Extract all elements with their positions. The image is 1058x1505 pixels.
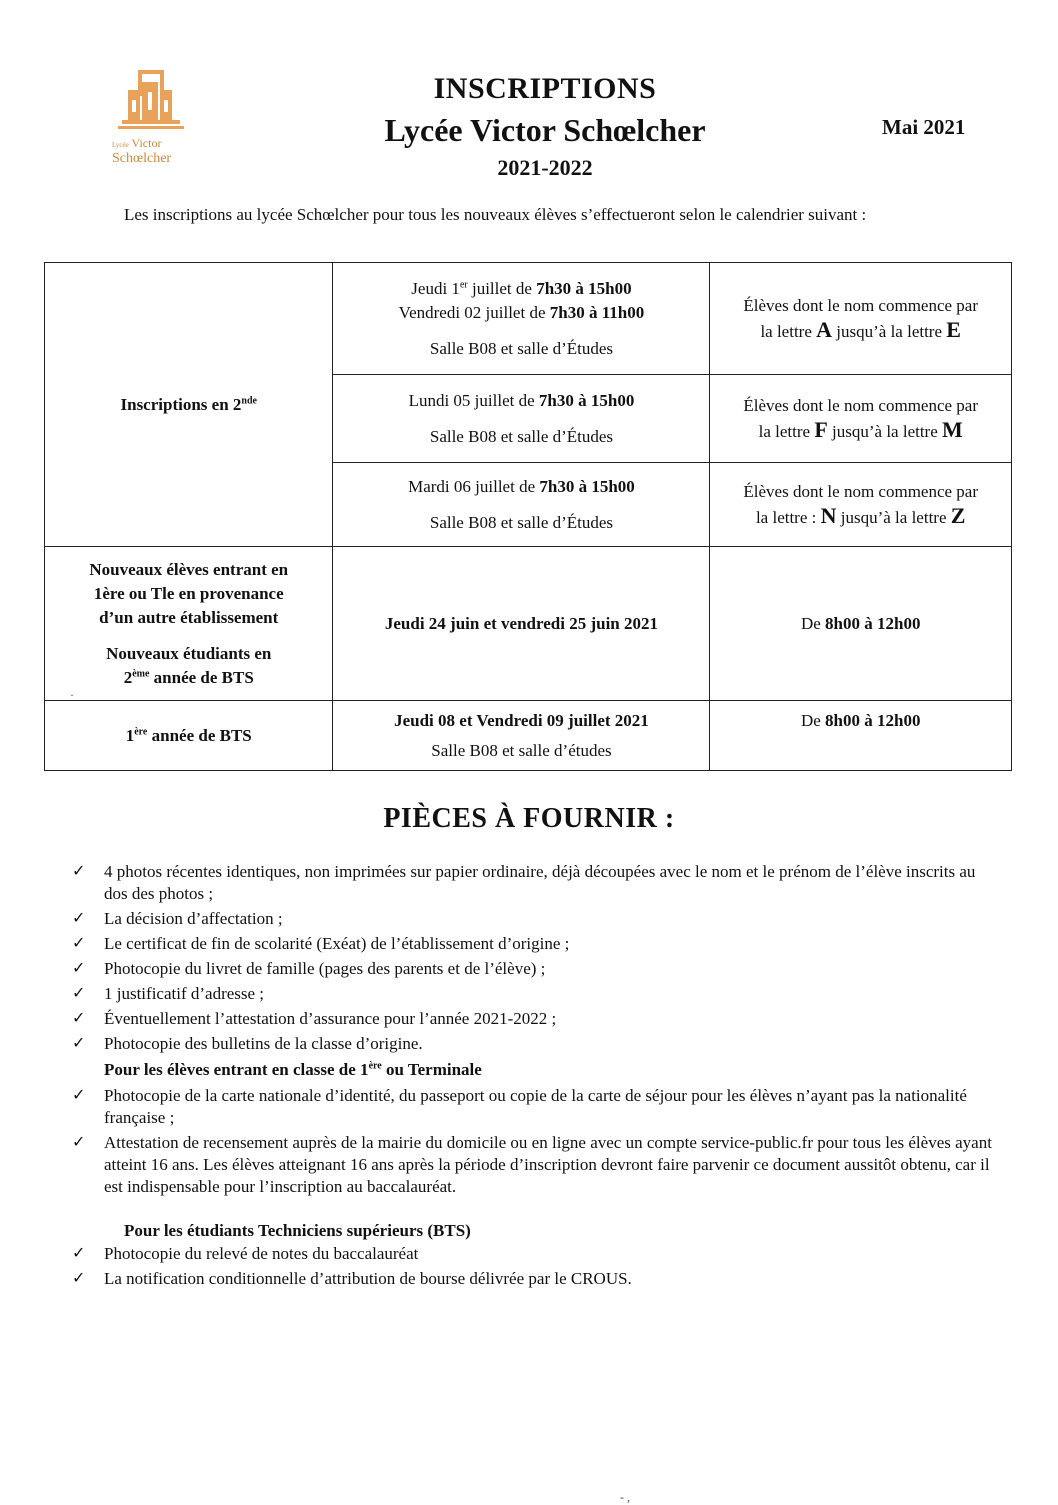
check-icon: ✓ — [72, 863, 86, 880]
table-row — [45, 263, 1012, 375]
check-icon: ✓ — [72, 1010, 86, 1027]
who-text: Élèves dont le nom commence par — [743, 295, 979, 315]
time-pre: De — [800, 711, 826, 730]
who-text: la lettre : — [755, 507, 821, 527]
school-name: Lycée Victor Schœlcher — [384, 112, 706, 148]
slot-b-who — [710, 375, 1012, 463]
school-logo — [108, 66, 203, 178]
scan-mark: - , — [620, 1490, 630, 1504]
item-text: Photocopie des bulletins de la classe d’origine. — [104, 1034, 423, 1053]
list-item — [72, 1268, 1002, 1290]
item-text: Photocopie du livret de famille (pages des parents et de l’élève) ; — [104, 959, 546, 978]
logo-word-victor: Victor — [131, 136, 162, 150]
slot-c-who — [710, 463, 1012, 547]
room-text: Salle B08 et salle d’Études — [429, 338, 614, 358]
time-text: 7h30 à 15h00 — [536, 278, 632, 298]
item-text: Photocopie de la carte nationale d’identité, du passeport ou copie de la carte de séjour pour les élèves n’ayant pas la nationalité française ; — [104, 1086, 967, 1127]
list-item — [72, 1033, 1002, 1055]
check-icon: ✓ — [72, 1087, 86, 1104]
slot-bts1-time — [710, 701, 1012, 771]
label-text: année de BTS — [147, 725, 252, 745]
scan-mark: · — [70, 688, 74, 702]
list-item — [72, 1008, 1002, 1030]
date-text: Jeudi 1 — [411, 278, 460, 298]
list-item — [72, 1085, 1002, 1129]
check-icon: ✓ — [72, 1035, 86, 1052]
who-text: jusqu’à la lettre — [832, 321, 947, 341]
label-sup: ème — [132, 667, 150, 679]
logo-word-schoelcher: Schœlcher — [112, 151, 172, 166]
who-text: Élèves dont le nom commence par — [743, 395, 979, 415]
row-label-nouveaux — [45, 547, 333, 701]
logo-word-lycee: Lycée — [112, 141, 129, 149]
list-item — [72, 1132, 1002, 1198]
item-text: Le certificat de fin de scolarité (Exéat) de l’établissement d’origine ; — [104, 934, 570, 953]
item-text: Éventuellement l’attestation d’assurance pour l’année 2021-2022 ; — [104, 1009, 557, 1028]
date-sup: er — [459, 278, 468, 290]
item-text: La décision d’affectation ; — [104, 909, 283, 928]
time-pre: De — [800, 613, 826, 633]
item-text: Attestation de recensement auprès de la mairie du domicile ou en ligne avec un compte service-public.fr pour tous les élèves ayant atteint 16 ans. Les élèves atteignant 16 ans après la période d’inscription devront faire parvenir ce document aussitôt obtenu, car il est indispensable pour l’inscription au baccalauréat. — [104, 1133, 992, 1196]
label-sup: ère — [134, 725, 148, 737]
slot-nouveaux-date: Jeudi 24 juin et vendredi 25 juin 2021 — [333, 547, 710, 701]
bts-list — [72, 1243, 1002, 1293]
slot-a-who — [710, 263, 1012, 375]
date-text: Mardi 06 juillet de — [408, 476, 540, 496]
letter-to: M — [942, 416, 963, 442]
logo-wordmark — [112, 136, 171, 167]
item-text: 1 justificatif d’adresse ; — [104, 984, 265, 1003]
label-text: Nouveaux étudiants en — [106, 643, 272, 663]
row-label-seconde — [45, 263, 333, 547]
check-icon: ✓ — [72, 960, 86, 977]
date-text: juillet de — [467, 278, 537, 298]
list-item — [72, 983, 1002, 1005]
who-text: jusqu’à la lettre — [827, 421, 943, 441]
who-text: Élèves dont le nom commence par — [743, 481, 979, 501]
list-item — [72, 908, 1002, 930]
school-year: 2021-2022 — [497, 155, 593, 180]
slot-b-date — [333, 375, 710, 463]
room-text: Salle B08 et salle d’Études — [429, 426, 614, 446]
who-text: la lettre — [758, 421, 815, 441]
item-text: 4 photos récentes identiques, non imprimées sur papier ordinaire, déjà découpées avec le nom et le prénom de l’élève inscrits au dos des photos ; — [104, 862, 976, 903]
item-text: Photocopie du relevé de notes du baccalauréat — [104, 1244, 419, 1263]
letter-to: E — [946, 316, 961, 342]
check-icon: ✓ — [72, 1134, 86, 1151]
row-label-bts1 — [45, 701, 333, 771]
list-item — [72, 861, 1002, 905]
time-text: 7h30 à 15h00 — [538, 390, 635, 410]
label-sup: nde — [241, 394, 257, 406]
time-text: 7h30 à 15h00 — [539, 476, 635, 496]
label-text: Nouveaux élèves entrant en — [89, 559, 289, 579]
date-text: Jeudi 08 et Vendredi 09 juillet 2021 — [394, 710, 649, 730]
slot-nouveaux-time — [710, 547, 1012, 701]
subheading-text: Pour les élèves entrant en classe de 1 — [104, 1060, 369, 1079]
pieces-title: PIÈCES À FOURNIR : — [383, 803, 675, 834]
label-text: 1ère ou Tle en provenance — [93, 583, 284, 603]
who-text: jusqu’à la lettre — [836, 507, 951, 527]
time-text: 7h30 à 11h00 — [549, 302, 645, 322]
check-icon: ✓ — [72, 935, 86, 952]
document-date: Mai 2021 — [882, 115, 966, 139]
label-num: 2 — [123, 667, 133, 687]
check-icon: ✓ — [72, 1245, 86, 1262]
slot-a-date — [333, 263, 710, 375]
list-item — [72, 958, 1002, 980]
label-num: 2 — [232, 394, 242, 414]
subheading-sup: ère — [368, 1060, 382, 1072]
table-row — [45, 701, 1012, 771]
list-item — [72, 933, 1002, 955]
table-row — [45, 547, 1012, 701]
check-icon: ✓ — [72, 1270, 86, 1287]
label-text: Inscriptions en — [120, 394, 233, 414]
letter-to: Z — [950, 502, 966, 528]
who-text: la lettre — [760, 321, 817, 341]
label-text: année de BTS — [149, 667, 254, 687]
subheading-bts: Pour les étudiants Techniciens supérieurs (BTS) — [124, 1221, 471, 1240]
subheading-text: ou Terminale — [381, 1060, 482, 1079]
first-terminale-list — [72, 1085, 1002, 1201]
list-item — [72, 1243, 1002, 1265]
time-text: 8h00 à 12h00 — [825, 711, 921, 730]
letter-from: F — [814, 416, 828, 442]
title-block — [300, 72, 790, 182]
date-text: Vendredi 02 juillet de — [398, 302, 550, 322]
schedule-table — [44, 262, 1012, 771]
subheading-first-terminale — [104, 1060, 482, 1080]
date-text: Lundi 05 juillet de — [408, 390, 539, 410]
general-documents-list — [72, 861, 1002, 1058]
intro-text: Les inscriptions au lycée Schœlcher pour tous les nouveaux élèves s’effectueront selon le calendrier suivant : — [124, 205, 867, 224]
room-text: Salle B08 et salle d’Études — [429, 512, 614, 532]
slot-bts1-date — [333, 701, 710, 771]
letter-from: A — [816, 316, 833, 342]
check-icon: ✓ — [72, 910, 86, 927]
time-text: 8h00 à 12h00 — [825, 613, 921, 633]
label-num: 1 — [125, 725, 135, 745]
room-text: Salle B08 et salle d’études — [431, 740, 612, 760]
page-title: INSCRIPTIONS — [433, 72, 657, 105]
slot-c-date — [333, 463, 710, 547]
check-icon: ✓ — [72, 985, 86, 1002]
letter-from: N — [820, 502, 837, 528]
label-text: d’un autre établissement — [99, 607, 279, 627]
item-text: La notification conditionnelle d’attribution de bourse délivrée par le CROUS. — [104, 1269, 632, 1288]
